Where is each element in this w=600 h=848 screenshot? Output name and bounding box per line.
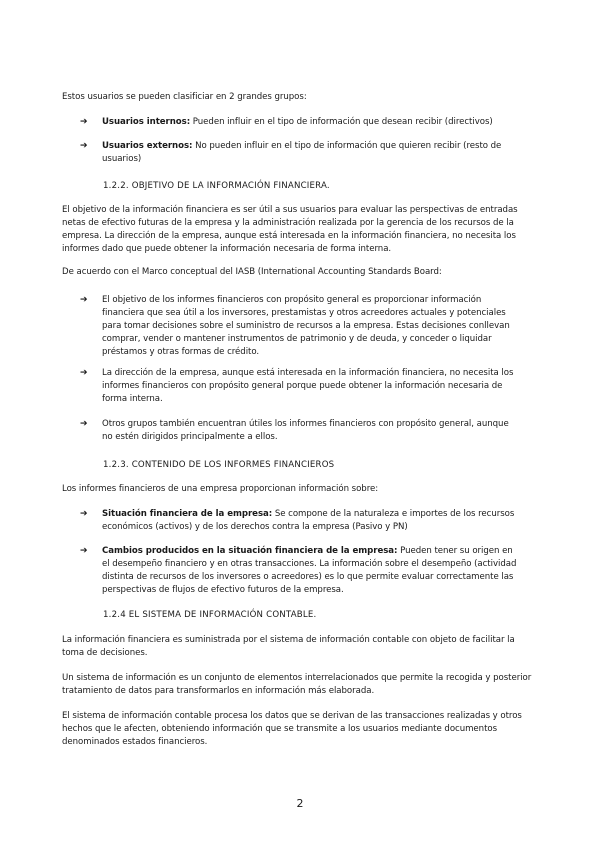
list-item — [80, 418, 520, 444]
list-item-text: El objetivo de los informes financieros con propósito general es proporcionar información financiera que sea útil a los inversores, prestamistas y otros acreedores actuales y potenciales para tomar decisiones sobre el suministro de recursos a la empresa. Estas decisiones conllevan comprar, vender o mantener instrumentos de patrimonio y de deuda, y conceder o liquidar préstamos y otras formas de crédito. — [102, 295, 510, 357]
term-text: Pueden influir en el tipo de información que desean recibir (directivos) — [190, 117, 493, 127]
arrow-bullet-icon: ➔ — [80, 546, 88, 556]
page-number: 2 — [296, 797, 304, 810]
arrow-bullet-icon: ➔ — [80, 509, 88, 519]
term-text: No pueden influir en el tipo de información que quieren recibir (resto de usuarios) — [102, 141, 502, 164]
section-heading-1-2-3: 1.2.3. CONTENIDO DE LOS INFORMES FINANCIEROS — [103, 460, 335, 470]
list-item — [80, 294, 520, 359]
term-label: Usuarios externos: — [102, 141, 193, 151]
paragraph: De acuerdo con el Marco conceptual del IASB (International Accounting Standards Board: — [62, 267, 442, 277]
list-item-cambios-situacion — [80, 545, 520, 597]
list-item — [80, 367, 520, 406]
arrow-bullet-icon: ➔ — [80, 117, 88, 127]
section-heading-1-2-4: 1.2.4 EL SISTEMA DE INFORMACIÓN CONTABLE. — [103, 610, 317, 620]
list-item-text: La dirección de la empresa, aunque está interesada en la información financiera, no necesita los informes financieros con propósito general porque puede obtener la información necesaria de forma interna. — [102, 368, 514, 404]
arrow-bullet-icon: ➔ — [80, 295, 88, 305]
list-item-usuarios-internos — [80, 116, 520, 129]
arrow-bullet-icon: ➔ — [80, 141, 88, 151]
section-heading-1-2-2: 1.2.2. OBJETIVO DE LA INFORMACIÓN FINANCIERA. — [103, 181, 330, 191]
term-label: Usuarios internos: — [102, 117, 191, 127]
intro-paragraph: Estos usuarios se pueden clasificiar en 2 grandes grupos: — [62, 92, 307, 102]
term-label: Cambios producidos en la situación financiera de la empresa: — [102, 546, 398, 556]
paragraph: La información financiera es suministrada por el sistema de información contable con objeto de facilitar la toma de decisiones. — [62, 635, 515, 658]
term-text: Se compone de la naturaleza e importes de los recursos económicos (activos) y de los derechos contra la empresa (Pasivo y PN) — [102, 509, 515, 532]
list-item-situacion-financiera — [80, 508, 520, 534]
term-text: Pueden tener su origen en el desempeño financiero y en otras transacciones. La información sobre el desempeño (actividad distinta de recursos de los inversores o acreedores) es lo que permite evaluar correctamente las perspectivas de flujos de efectivo futuros de la empresa. — [102, 546, 517, 595]
paragraph: Un sistema de información es un conjunto de elementos interrelacionados que permite la recogida y posterior tratamiento de datos para transformarlos en información más elaborada. — [62, 673, 532, 696]
list-item-usuarios-externos — [80, 140, 520, 166]
arrow-bullet-icon: ➔ — [80, 368, 88, 378]
paragraph: El sistema de información contable procesa los datos que se derivan de las transacciones realizadas y otros hechos que le afecten, obteniendo información que se transmite a los usuarios mediante documentos denominados estados financieros. — [62, 711, 522, 747]
paragraph: Los informes financieros de una empresa proporcionan información sobre: — [62, 484, 379, 494]
arrow-bullet-icon: ➔ — [80, 419, 88, 429]
paragraph: El objetivo de la información financiera es ser útil a sus usuarios para evaluar las perspectivas de entradas netas de efectivo futuras de la empresa y la administración realizada por la gerencia de los recursos de la empresa. La dirección de la empresa, aunque está interesada en la información financiera, no necesita los informes dado que puede obtener la información necesaria de forma interna. — [62, 205, 518, 254]
list-item-text: Otros grupos también encuentran útiles los informes financieros con propósito general, aunque no estén dirigidos principalmente a ellos. — [102, 419, 509, 442]
term-label: Situación financiera de la empresa: — [102, 509, 273, 519]
